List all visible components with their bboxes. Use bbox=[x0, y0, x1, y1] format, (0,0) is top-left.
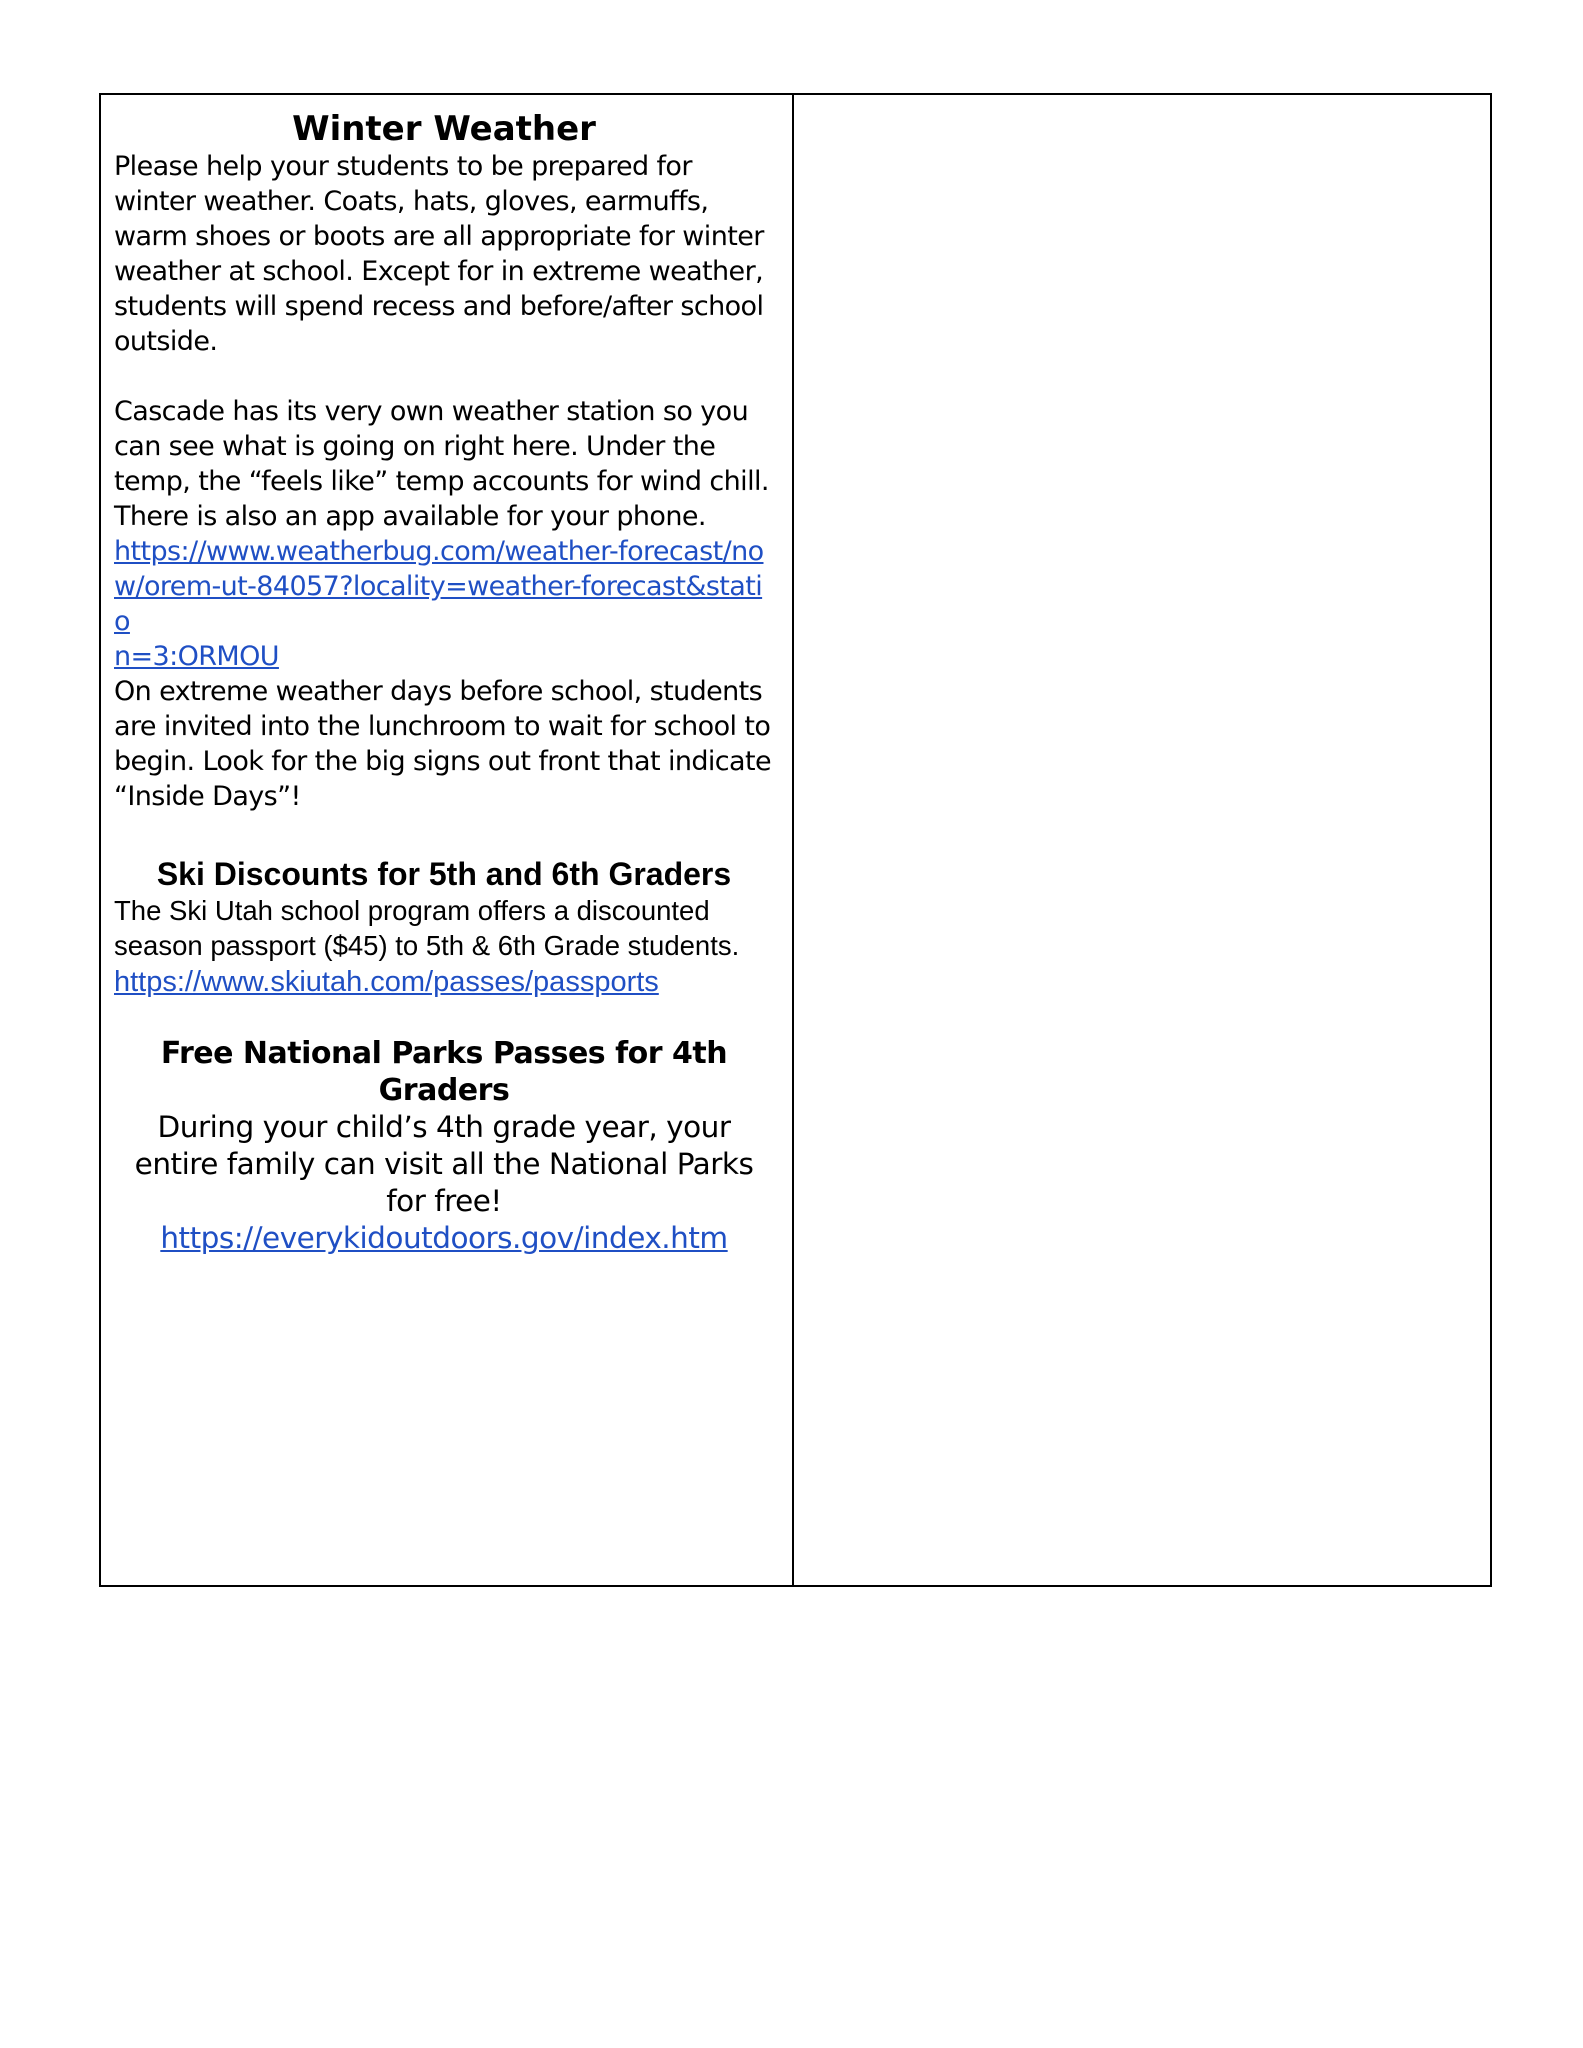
winter-weather-title: Winter Weather bbox=[292, 109, 596, 149]
national-parks-link-wrap bbox=[114, 1220, 774, 1261]
weatherbug-link[interactable] bbox=[114, 534, 774, 674]
skiutah-link[interactable]: https://www.skiutah.com/passes/passports bbox=[114, 966, 659, 998]
ski-discounts-text: The Ski Utah school program offers a discounted season passport ($45) to 5th & 6th Grade students. bbox=[114, 895, 740, 961]
weatherbug-link-line-1[interactable]: https://www.weatherbug.com/weather-forecast/no bbox=[114, 536, 764, 567]
weatherbug-link-line-2[interactable]: w/orem-ut-84057?locality=weather-forecast&statio bbox=[114, 571, 763, 637]
national-parks-title: Free National Parks Passes for 4th Graders bbox=[160, 1036, 728, 1108]
everykidoutdoors-link[interactable]: https://everykidoutdoors.gov/index.htm bbox=[160, 1221, 728, 1255]
left-column bbox=[101, 95, 794, 1585]
national-parks-text: During your child’s 4th grade year, your entire family can visit all the National Parks for free! bbox=[134, 1110, 754, 1218]
winter-paragraph-1: Please help your students to be prepared for winter weather. Coats, hats, gloves, earmuffs, warm shoes or boots are all appropriate for winter weather at school. Except for in extreme weather, students will spend recess and before/after school outside. bbox=[114, 151, 764, 357]
spacer bbox=[114, 359, 774, 394]
winter-paragraph-2: Cascade has its very own weather station so you can see what is going on right here. Under the temp, the “feels like” temp accounts for wind chill. There is also an app available for your phone. bbox=[114, 396, 769, 532]
spacer bbox=[114, 1001, 774, 1035]
winter-paragraph-3: On extreme weather days before school, students are invited into the lunchroom to wait for school to begin. Look for the big signs out front that indicate “Inside Days”! bbox=[114, 676, 771, 812]
right-column-empty bbox=[794, 95, 1490, 1585]
newsletter-table bbox=[99, 93, 1492, 1587]
spacer bbox=[114, 814, 774, 849]
weatherbug-link-line-3[interactable]: n=3:ORMOU bbox=[114, 641, 279, 672]
ski-discounts-title: Ski Discounts for 5th and 6th Graders bbox=[156, 856, 732, 892]
